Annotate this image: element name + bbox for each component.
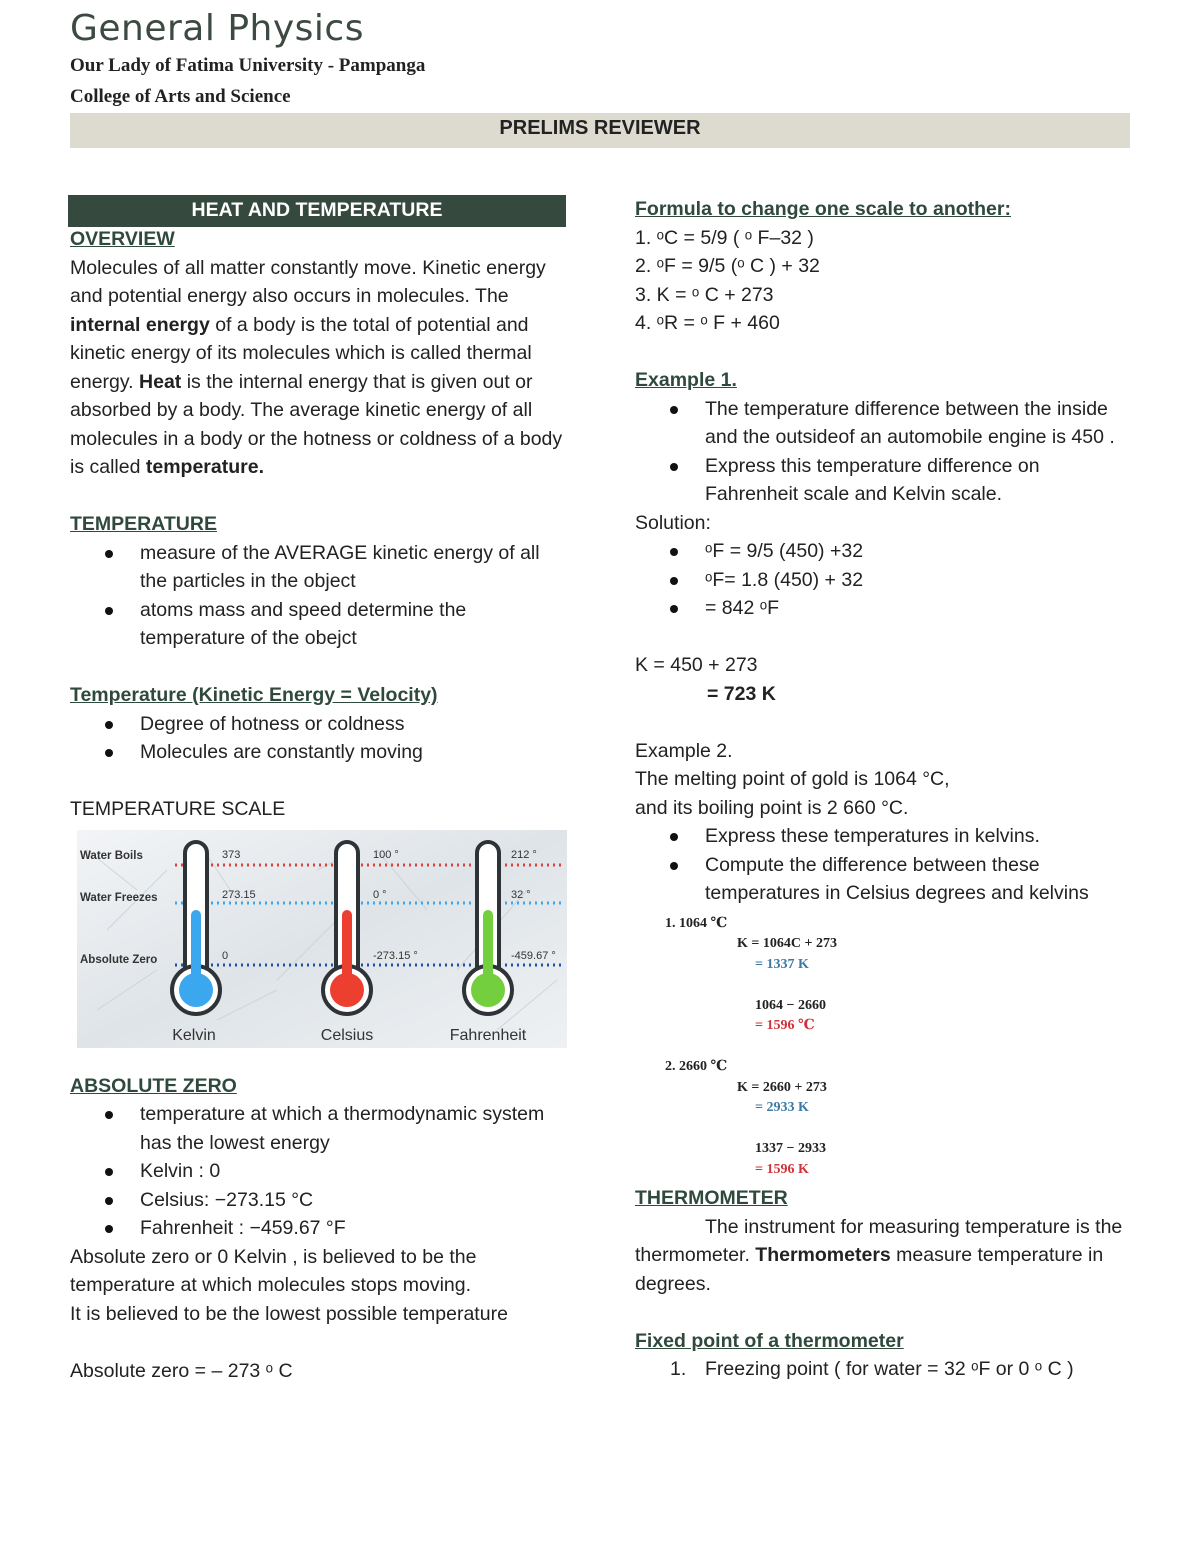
- scale-value: 212 °: [511, 848, 537, 861]
- solution-label: Solution:: [635, 511, 711, 534]
- list-item: Express these temperatures in kelvins.: [705, 822, 1135, 851]
- absolute-zero-heading: ABSOLUTE ZERO: [70, 1074, 237, 1097]
- scale-value: 273.15: [222, 888, 256, 901]
- section-title-bar: HEAT AND TEMPERATURE: [68, 195, 566, 227]
- thermometer-heading: THERMOMETER: [635, 1187, 788, 1209]
- overview-text-2: of a body is the total of potential and kinetic energy of its molecules which is called thermal energy.: [70, 313, 532, 393]
- list-item: Compute the difference between these temperatures in Celsius degrees and kelvins: [705, 851, 1135, 908]
- formula-line: 1. ᵒC = 5/9 ( ᵒ F–32 ): [635, 226, 814, 249]
- kelvin-result: = 723 K: [707, 682, 776, 705]
- scale-value: 32 °: [511, 888, 531, 901]
- list-item: Degree of hotness or coldness: [140, 710, 570, 739]
- internal-energy-term: internal energy: [70, 313, 210, 336]
- fixed-point-heading: Fixed point of a thermometer: [635, 1329, 904, 1352]
- list-item: Fahrenheit : −459.67 °F: [140, 1214, 570, 1243]
- example-2-list: [635, 822, 1135, 908]
- calc-difference: 1064 − 2660: [755, 997, 826, 1013]
- list-item: temperature at which a thermodynamic system has the lowest energy: [140, 1100, 570, 1157]
- absolute-zero-formula: Absolute zero = – 273 ᵒ C: [70, 1359, 293, 1382]
- scale-name-celsius: Celsius: [320, 1026, 374, 1044]
- kelvin-line: K = 450 + 273: [635, 654, 758, 676]
- thermometer-scales-svg: [77, 830, 567, 1048]
- formula-heading: Formula to change one scale to another:: [635, 198, 1011, 220]
- thermometers-term: Thermometers: [755, 1244, 891, 1266]
- thermometer-text-1: The instrument for measuring temperature is the thermometer.: [635, 1215, 1123, 1266]
- heat-term: Heat: [139, 370, 182, 393]
- list-item: The temperature difference between the inside and the outsideof an automobile engine is 450 .: [705, 395, 1135, 452]
- calc-kelvin-formula: K = 2660 + 273: [737, 1079, 827, 1095]
- absolute-zero-paragraph-2: It is believed to be the lowest possible temperature: [70, 1302, 508, 1325]
- kinetic-list: [70, 710, 570, 767]
- overview-heading: OVERVIEW: [70, 228, 175, 250]
- list-item: [670, 1355, 1135, 1384]
- thermometer-paragraph: [635, 1213, 1135, 1299]
- calc-number: 1. 1064 ℃: [665, 915, 728, 931]
- calc-difference: 1337 − 2933: [755, 1141, 826, 1156]
- example-1-list: [635, 395, 1135, 509]
- university-name: Our Lady of Fatima University - Pampanga: [70, 55, 426, 76]
- list-item: atoms mass and speed determine the temperature of the obejct: [140, 596, 570, 653]
- temperature-list: [70, 539, 570, 653]
- scale-value: 0: [222, 949, 229, 962]
- temperature-scale-figure: [77, 830, 567, 1048]
- list-item: measure of the AVERAGE kinetic energy of all the particles in the object: [140, 539, 570, 596]
- doc-title: General Physics: [70, 8, 364, 49]
- list-item: Celsius: −273.15 °C: [140, 1186, 570, 1215]
- formula-line: 3. K = ᵒ C + 273: [635, 283, 774, 306]
- overview-text-1: Molecules of all matter constantly move. Kinetic energy and potential energy also occurs in molecules. The: [70, 256, 546, 307]
- calc-kelvin-result: = 1337 K: [755, 956, 809, 972]
- scale-value: 0 °: [373, 888, 387, 901]
- calc-kelvin-formula: K = 1064C + 273: [737, 936, 837, 951]
- thermometer-text-2: measure temperature in degrees.: [635, 1244, 1104, 1295]
- example-2-line-2: and its boiling point is 2 660 °C.: [635, 796, 909, 819]
- calc-difference-result: = 1596 K: [755, 1161, 809, 1177]
- row-label: Absolute Zero: [80, 953, 158, 966]
- right-column: [635, 195, 1135, 1384]
- prelims-banner: PRELIMS REVIEWER: [70, 113, 1130, 148]
- scale-name-kelvin: Kelvin: [172, 1026, 216, 1044]
- temperature-term: temperature.: [145, 456, 264, 478]
- formula-line: 4. ᵒR = ᵒ F + 460: [635, 312, 780, 334]
- formula-line: 2. ᵒF = 9/5 (ᵒ C ) + 32: [635, 255, 820, 277]
- list-item: = 842 ᵒF: [705, 594, 1135, 623]
- overview-paragraph: [70, 254, 570, 482]
- list-number: 1.: [670, 1358, 687, 1380]
- list-item: Express this temperature difference on Fahrenheit scale and Kelvin scale.: [705, 452, 1135, 509]
- college-name: College of Arts and Science: [70, 86, 291, 107]
- left-column: [70, 195, 570, 1385]
- temperature-heading: TEMPERATURE: [70, 513, 217, 535]
- absolute-zero-list: [70, 1100, 570, 1243]
- calc-kelvin-result: = 2933 K: [755, 1100, 809, 1115]
- list-item-text: Freezing point ( for water = 32 ᵒF or 0 ᵒ C ): [705, 1358, 1074, 1380]
- example-2-line-1: The melting point of gold is 1064 °C,: [635, 768, 950, 790]
- list-item: ᵒF = 9/5 (450) +32: [705, 537, 1135, 566]
- list-item: ᵒF= 1.8 (450) + 32: [705, 566, 1135, 595]
- row-label: Water Freezes: [80, 891, 158, 904]
- scale-value: 100 °: [373, 848, 399, 861]
- list-item: Kelvin : 0: [140, 1157, 570, 1186]
- absolute-zero-paragraph-1: Absolute zero or 0 Kelvin , is believed to be the temperature at which molecules stops moving.: [70, 1245, 477, 1296]
- example-2-calculation: [665, 914, 1135, 1181]
- solution-list: [635, 537, 1135, 623]
- scale-name-fahrenheit: Fahrenheit: [449, 1026, 527, 1044]
- row-label: Water Boils: [80, 849, 143, 862]
- example-1-heading: Example 1.: [635, 369, 737, 391]
- overview-text-3: is the internal energy that is given out or absorbed by a body. The average kinetic energy of all molecules in a body or the hotness or coldness of a body is called: [70, 370, 563, 478]
- kinetic-heading: Temperature (Kinetic Energy = Velocity): [70, 684, 438, 706]
- scale-value: 373: [222, 848, 241, 861]
- calc-number: 2. 2660 ℃: [665, 1059, 728, 1074]
- scale-value: -273.15 °: [373, 949, 418, 962]
- temperature-scale-heading: TEMPERATURE SCALE: [70, 798, 286, 820]
- list-item: Molecules are constantly moving: [140, 738, 570, 767]
- fixed-point-list: [635, 1355, 1135, 1384]
- calc-difference-result: = 1596 ℃: [755, 1018, 815, 1033]
- example-2-heading: Example 2.: [635, 739, 733, 762]
- scale-value: -459.67 °: [511, 949, 556, 962]
